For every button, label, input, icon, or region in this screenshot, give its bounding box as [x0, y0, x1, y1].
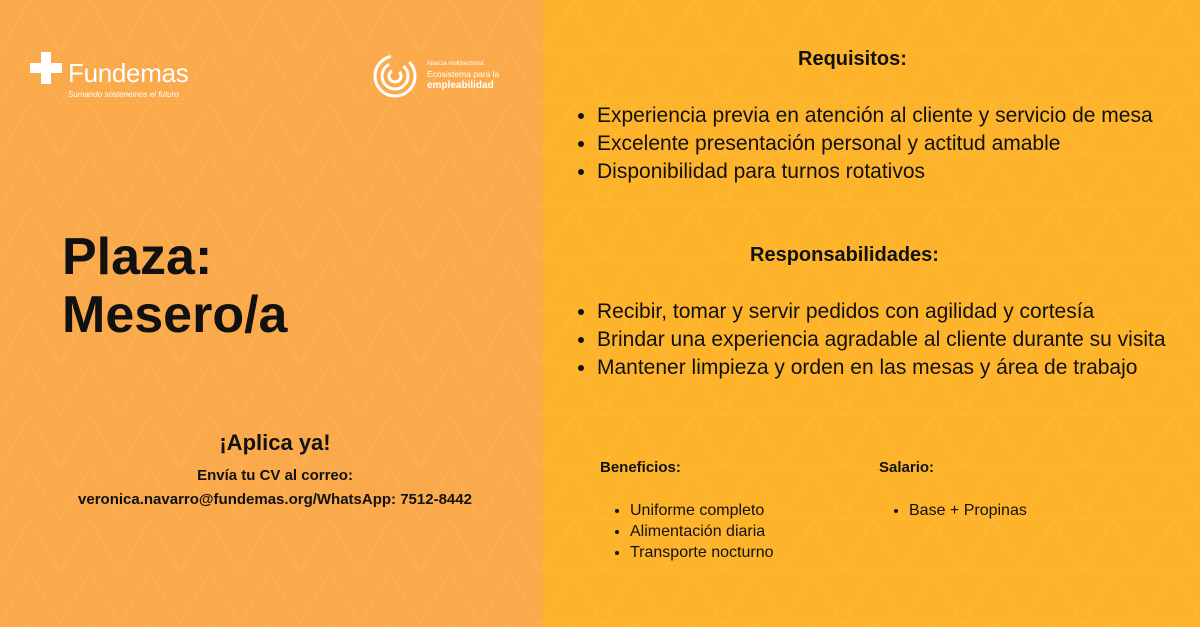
contact-info[interactable]: veronica.navarro@fundemas.org/WhatsApp: 7512-8442: [78, 491, 472, 508]
title-line1: Plaza:: [62, 228, 213, 286]
eco-line3: empleabilidad: [427, 80, 494, 91]
right-panel: [543, 0, 1200, 627]
fundemas-logo: [30, 50, 205, 100]
list-item: • Transporte nocturno: [630, 542, 860, 563]
logo-tagline: Sumando sostenemos el futuro: [68, 90, 179, 99]
apply-instruction: Envía tu CV al correo:: [197, 467, 353, 484]
list-item: • Base + Propinas: [909, 500, 1129, 521]
job-title: [62, 228, 287, 344]
medical-cross-icon: [30, 52, 62, 84]
left-panel: [0, 0, 543, 627]
salario-list: [879, 500, 1129, 521]
list-item: • Uniforme completo: [630, 500, 860, 521]
logo-name: Fundemas: [68, 58, 189, 88]
list-item: • Recibir, tomar y servir pedidos con agilidad y cortesía: [597, 298, 1189, 326]
title-line2: Mesero/a: [62, 286, 288, 344]
list-item: • Mantener limpieza y orden en las mesas y área de trabajo: [597, 354, 1189, 382]
eco-line1: Alianza multisectorial:: [427, 61, 486, 67]
apply-section: [40, 430, 510, 512]
requisitos-list: [567, 102, 1197, 186]
responsabilidades-heading: Responsabilidades:: [750, 244, 939, 266]
list-item: • Excelente presentación personal y actitud amable: [597, 130, 1197, 158]
apply-heading: ¡Aplica ya!: [219, 430, 331, 455]
list-item: • Alimentación diaria: [630, 521, 860, 542]
list-item: • Experiencia previa en atención al cliente y servicio de mesa: [597, 102, 1197, 130]
salario-heading: Salario:: [879, 459, 935, 476]
requisitos-heading: Requisitos:: [798, 48, 907, 70]
concentric-circles-icon: [372, 53, 418, 99]
list-item: • Brindar una experiencia agradable al cliente durante su visita: [597, 326, 1189, 354]
beneficios-heading: Beneficios:: [600, 459, 681, 476]
eco-line2: Ecosistema para la: [427, 69, 500, 79]
beneficios-list: [600, 500, 860, 563]
ecosistema-logo: [372, 53, 512, 99]
responsabilidades-list: [567, 298, 1189, 382]
list-item: • Disponibilidad para turnos rotativos: [597, 158, 1197, 186]
